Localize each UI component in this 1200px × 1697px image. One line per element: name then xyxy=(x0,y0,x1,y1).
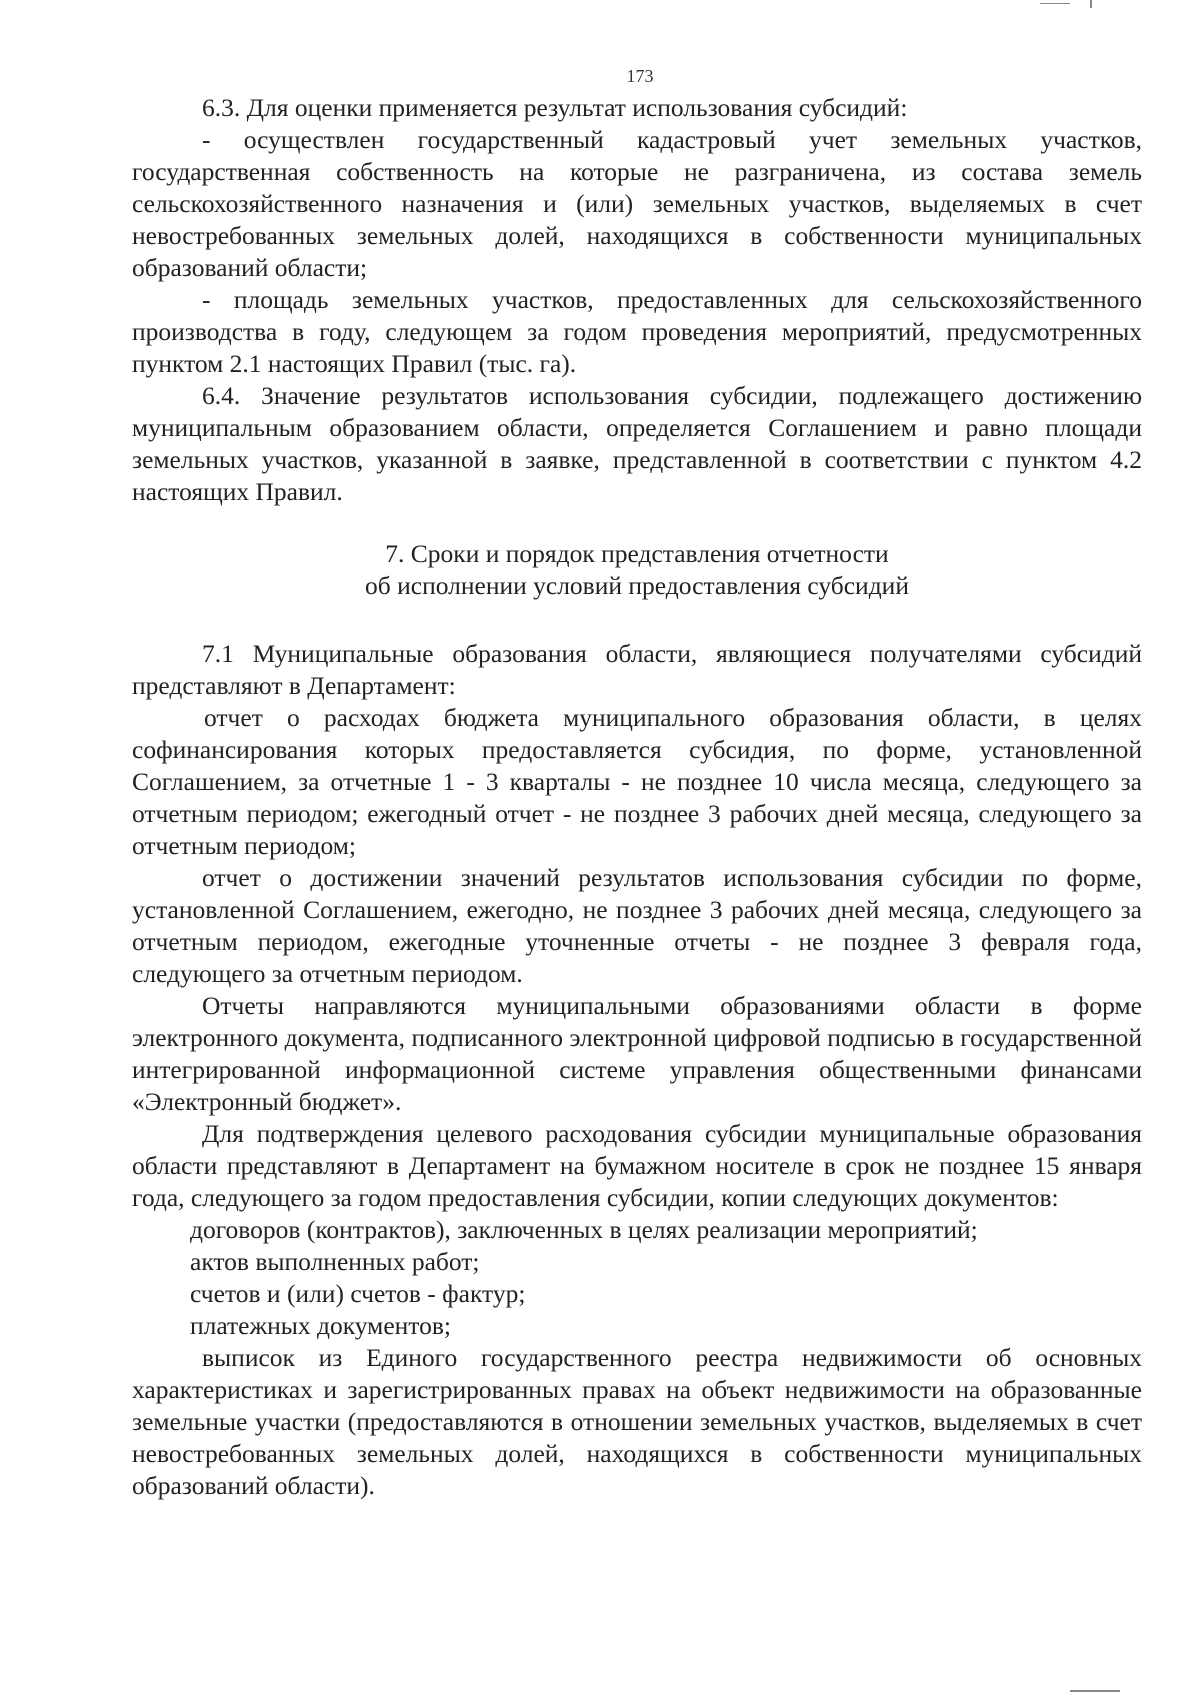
paragraph-target-spending: Для подтверждения целевого расходования субсидии муниципальные образования области представляют в Департамент на бумажном носителе в срок не позднее 15 января года, следующего за годом предоставления субсидии, копии следующих документов: xyxy=(132,1119,1142,1212)
scan-artifact-bottom-right xyxy=(1070,1690,1120,1692)
paragraph-6-4: 6.4. Значение результатов использования субсидии, подлежащего достижению муниципальным образованием области, определяется Соглашением и равно площади земельных участков, указанной в заявке, представленной в соответствии с пунктом 4.2 настоящих Правил. xyxy=(132,381,1142,506)
scan-artifact-top-right xyxy=(1040,3,1070,4)
paragraph-cadastral-result: - осуществлен государственный кадастровый учет земельных участков, государственная собственность на которые не разграничена, из состава земель сельскохозяйственного назначения и (или) земельных участков, выделяемых в счет невостребованных земельных долей, находящихся в собственности муниципальных образований области; xyxy=(132,125,1142,282)
document-body xyxy=(132,92,1142,1502)
paragraph-6-3: 6.3. Для оценки применяется результат использования субсидий: xyxy=(202,93,908,122)
page-number: 173 xyxy=(626,66,654,86)
paragraph-7-1: 7.1 Муниципальные образования области, являющиеся получателями субсидий представляют в Департамент: xyxy=(132,639,1142,700)
list-item-invoices: счетов и (или) счетов - фактур; xyxy=(190,1279,526,1308)
list-item-acts: актов выполненных работ; xyxy=(190,1247,480,1276)
section-7-heading xyxy=(132,538,1142,602)
paragraph-electronic-budget: Отчеты направляются муниципальными образованиями области в форме электронного документа, подписанного электронной цифровой подписью в государственной интегрированной информационной системе управления общественными финансами «Электронный бюджет». xyxy=(132,991,1142,1116)
scan-artifact-top xyxy=(1090,0,1092,8)
paragraph-egrn-extracts: выписок из Единого государственного реестра недвижимости об основных характеристиках и зарегистрированных правах на объект недвижимости на образованные земельные участки (предоставляются в отношении земельных участков, выделяемых в счет невостребованных земельных долей, находящихся в собственности муниципальных образований области). xyxy=(132,1343,1142,1500)
paragraph-expense-report: отчет о расходах бюджета муниципального образования области, в целях софинансирования которых предоставляется субсидия, по форме, установленной Соглашением, за отчетные 1 - 3 кварталы - не позднее 10 числа месяца, следующего за отчетным периодом; ежегодный отчет - не позднее 3 рабочих дней месяца, следующего за отчетным периодом; xyxy=(132,703,1142,860)
list-item-payments: платежных документов; xyxy=(190,1311,451,1340)
paragraph-area-result: - площадь земельных участков, предоставленных для сельскохозяйственного производства в году, следующем за годом проведения мероприятий, предусмотренных пунктом 2.1 настоящих Правил (тыс. га). xyxy=(132,285,1142,378)
list-item-contracts: договоров (контрактов), заключенных в целях реализации мероприятий; xyxy=(190,1215,978,1244)
section-7-heading-line1: 7. Сроки и порядок представления отчетности xyxy=(385,539,889,568)
paragraph-results-report: отчет о достижении значений результатов использования субсидии по форме, установленной Соглашением, ежегодно, не позднее 3 рабочих дней месяца, следующего за отчетным периодом, ежегодные уточненные отчеты - не позднее 3 февраля года, следующего за отчетным периодом. xyxy=(132,863,1142,988)
section-7-heading-line2: об исполнении условий предоставления субсидий xyxy=(365,571,909,600)
